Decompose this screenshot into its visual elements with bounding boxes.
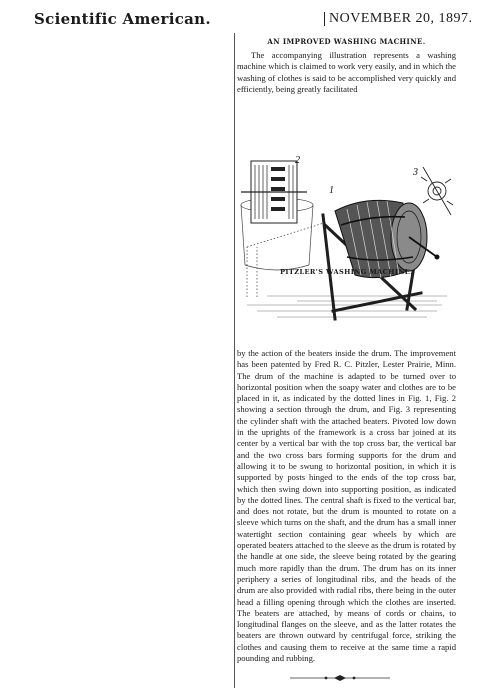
fig-label-1: 1 [329, 185, 334, 197]
washing-machine-illustration [237, 97, 456, 323]
fig2-drum-section [241, 161, 307, 223]
fig-label-3: 3 [413, 167, 418, 179]
masthead [0, 0, 478, 30]
engraving-drawing [237, 97, 456, 323]
article-intro-paragraph: The accompanying illustration represents a washing machine which is claimed to work very easily, and in which the washing of clothes is said to be accomplished very quickly and efficiently, being greatly facilitated [237, 50, 456, 94]
floor-hatching [247, 296, 447, 317]
dotted-swing-position [247, 222, 327, 297]
article-headline: AN IMPROVED WASHING MACHINE. [267, 37, 426, 46]
article [237, 37, 456, 664]
issue-date: NOVEMBER 20, 1897. [329, 11, 473, 26]
article-body-paragraph: by the action of the beaters inside the drum. The improvement has been patented by Fred R. C. Pitzler, Lester Prairie, Minn. The drum of the machine is adapted to be turned over to horizontal position when the soapy water and clothes are to be placed in it, as indicated by the dotted lines in Fig. 1, Fig. 2 showing a section through the drum, and Fig. 3 representing the cylinder shaft with the attached beaters. Pivoted low down in the uprights of the framework is a cross bar joined at its center by a vertical bar with the top cross bar, the vertical bar and the two cross bars forming supports for the drum and allowing it to be swung to horizontal position, in which it is supported by posts hinged to the ends of the top cross bar, which then swing down into supporting position, as indicated by the dotted lines. The central shaft is fixed to the vertical bar, and does not rotate, but the drum is mounted to rotate on a sleeve which turns on the shaft, and the drum has a small inner watertight section containing gear wheels by which are operated beaters attached to the sleeve as the drum is rotated by the handle at one side, the sleeve being rotated by the gearing much more rapidly than the drum. The drum has on its inner periphery a series of longitudinal ribs, and the heads of the drum are also provided with radial ribs, there being in the outer head a filling opening through which the clothes are inserted. The beaters are attached, by means of cords or chains, to longitudinal flanges on the sleeve, and as the latter rotates the beaters are thrown outward by centrifugal force, striking the clothes and causing them to receive at the same time a rapid pounding and rubbing. [237, 348, 456, 664]
journal-title: Scientific American. [34, 10, 211, 28]
figure-caption: PITZLER'S WASHING MACHINE. [280, 268, 413, 276]
fig-label-2: 2 [295, 155, 300, 167]
washing-drum [335, 201, 440, 279]
end-ornament [290, 674, 390, 682]
fig3-beater-shaft [421, 167, 453, 215]
column-rule [234, 33, 235, 688]
